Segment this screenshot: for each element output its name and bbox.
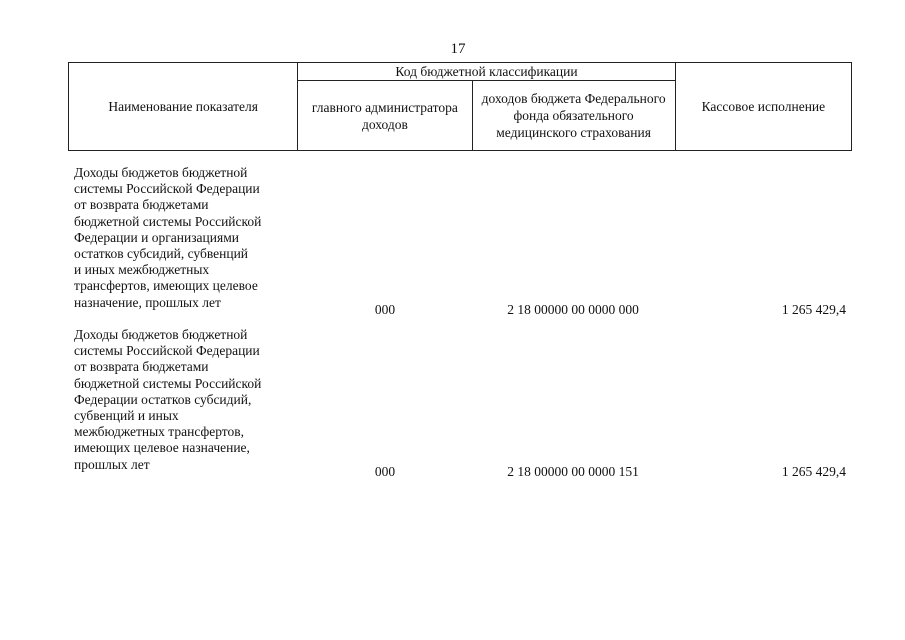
row-name-line: межбюджетных трансфертов,: [74, 424, 245, 440]
row-name-line: имеющих целевое назначение,: [74, 440, 250, 456]
row-name-line: субвенций и иных: [74, 408, 179, 424]
row-name-line: Федерации и организациями: [74, 229, 239, 245]
row-income-code: 2 18 00000 00 0000 000: [507, 302, 639, 317]
row-name-line: бюджетной системы Российской: [74, 213, 262, 229]
row-name-line: от возврата бюджетами: [74, 197, 209, 213]
header-income-column: доходов бюджета Федерального фонда обязательного медицинского страхования: [472, 81, 675, 151]
row-name-line: Федерации остатков субсидий,: [74, 391, 252, 407]
row-name-line: остатков субсидий, субвенций: [74, 246, 249, 262]
row-name: [74, 327, 299, 473]
header-admin-column: главного администратора доходов: [298, 81, 472, 151]
row-name-line: трансфертов, имеющих целевое: [74, 278, 258, 294]
row-income-code: 2 18 00000 00 0000 151: [507, 464, 639, 479]
row-name-line: системы Российской Федерации: [74, 343, 260, 359]
row-name-line: и иных межбюджетных: [74, 262, 210, 278]
row-name-line: Доходы бюджетов бюджетной: [74, 327, 248, 342]
row-name-line: системы Российской Федерации: [74, 181, 260, 197]
row-name: [74, 165, 299, 311]
row-amount: 1 265 429,4: [781, 464, 846, 479]
row-name-line: от возврата бюджетами: [74, 359, 209, 375]
row-admin-code: 000: [374, 302, 396, 317]
row-admin-code: 000: [374, 464, 396, 479]
header-budget-classification: Код бюджетной классификации: [298, 63, 675, 81]
budget-table-header: [68, 62, 852, 151]
row-name-line: Доходы бюджетов бюджетной: [74, 165, 248, 180]
row-amount: 1 265 429,4: [781, 302, 846, 317]
row-name-line: бюджетной системы Российской: [74, 375, 262, 391]
row-name-line: прошлых лет: [74, 456, 150, 472]
header-name-column: Наименование показателя: [69, 63, 298, 151]
header-amount-column: Кассовое исполнение: [675, 63, 851, 151]
page-number: 17: [450, 41, 466, 57]
table-row: [68, 327, 852, 483]
table-row: [68, 165, 852, 317]
row-name-line: назначение, прошлых лет: [74, 294, 221, 310]
